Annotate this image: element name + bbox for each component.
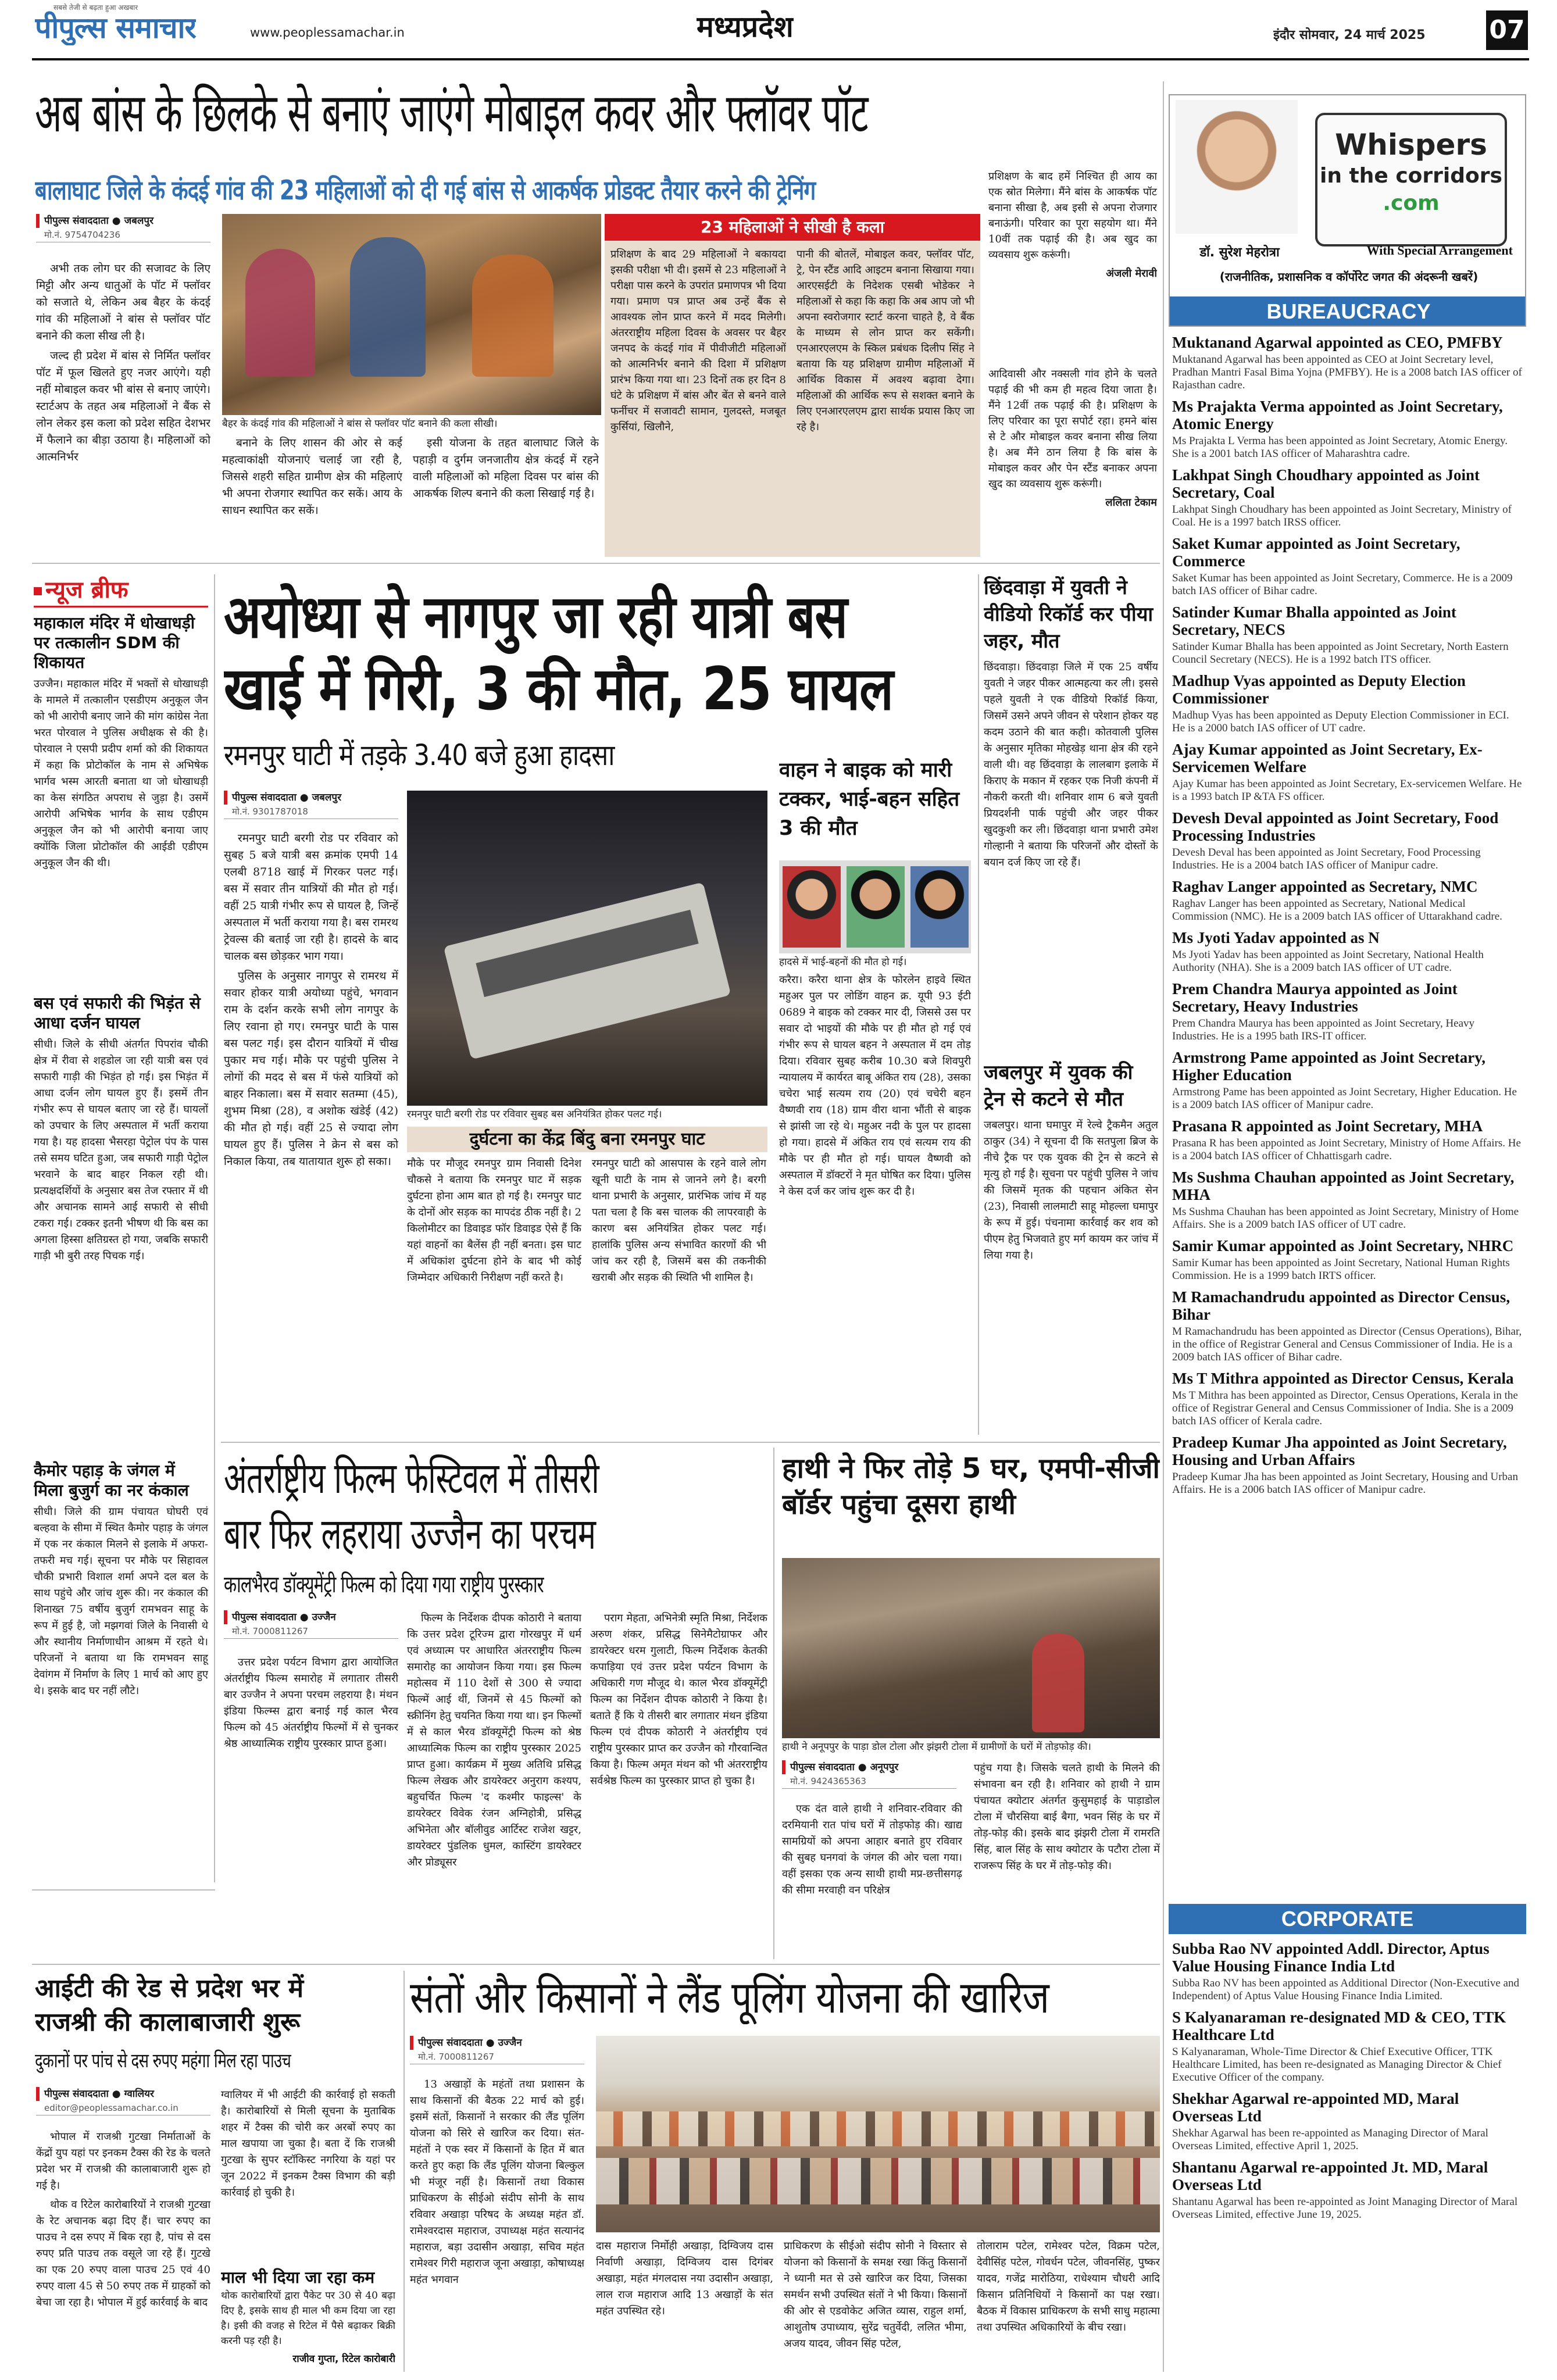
brief-title: बस एवं सफारी की भिड़ंत से आधा दर्जन घायल <box>34 994 201 1032</box>
jabalpur-body: जबलपुर। थाना घमापुर में रेल्वे ट्रैकमैन अतुल ठाकुर (34) ने सूचना दी कि सतपुला ब्रिज के नीचे ट्रैक पर एक युवक की ट्रेन से कटने से मृत्यु हो गई है। सूचना पर पहुंची पुलिस ने जांच की जिसमें मृतक की पहचान अंकित सेन (23), निवासी लालमाटी साहू मोहल्ला घमापुर के रूप में हुई। पंचनामा कार्रवाई कर शव को पीएम हेतु भिजवाते हुए मर्ग कायम कर जांच में लिया गया है। <box>984 1119 1158 1262</box>
land-byline <box>410 2036 584 2064</box>
gutkha-box-body: थोक कारोबारियों द्वारा पैकेट पर 30 से 40 बढ़ा दिए है, इसके साथ ही माल भी कम दिया जा रहा है। इसी की वजह से रिटेल में पैसे बढ़ाकर बिक्री करनी पड़ रही है। <box>221 2290 395 2347</box>
gutkha-box <box>221 2267 395 2373</box>
appointment-desc: Raghav Langer has been appointed as Secretary, National Medical Commission (NMC). He is a 2009 batch IAS officer of Uttarakhand cadre. <box>1172 898 1502 923</box>
land-photo <box>596 2036 1160 2232</box>
film-para: उत्तर प्रदेश पर्यटन विभाग द्वारा आयोजित अंतर्राष्ट्रीय फिल्म समारोह में लगातार तीसरी बार उज्जैन ने अपना परचम लहराया है। मंथन इंडिया फिल्म्स द्वारा बनाई गई काल भैरव फिल्म को 45 अंतर्राष्ट्रीय फिल्मों में से चुनकर श्रेष्ठ आध्यात्मिक राष्ट्रीय पुरस्कार प्राप्त हुआ। <box>224 1656 398 1750</box>
story1-photo <box>222 214 601 415</box>
appointment-title: M Ramachandrudu appointed as Director Census, Bihar <box>1172 1288 1510 1323</box>
appointment-desc: Ms T Mithra has been appointed as Director, Census Operations, Kerala in the office of Registrar General and Census Commissioner of India. She is a 2009 batch IAS officer of Kerala cadre. <box>1172 1389 1518 1427</box>
land-mobile: मो.नं. 7000811267 <box>410 2050 584 2064</box>
divider <box>221 1442 1160 1443</box>
gutkha-box-wrap <box>221 2288 395 2352</box>
bus-para: रमनपुर घाटी बरगी रोड पर रविवार को सुबह 5 बजे यात्री बस क्रमांक एमपी 14 एलबी 8718 खाई में गिरकर पलट गई। बस में सवार तीन यात्रियों की मौत हो गई। वहीं 25 यात्री गंभीर रूप से घायल है, जिन्हें अस्पताल में भर्ती कराया गया है। बस रामरथ ट्रेवल्स की बताई जा रही है। हादसे के बाद चालक बस छोड़कर भाग गया। <box>224 832 398 963</box>
film-byline-text: पीपुल्स संवाददाता ● उज्जैन <box>224 1610 398 1624</box>
story1-byline <box>36 214 210 242</box>
appointment-item <box>1172 466 1523 529</box>
jabalpur-body-wrap <box>984 1117 1158 1396</box>
bus-byline-text: पीपुल्स संवाददाता ● जबलपुर <box>224 791 398 805</box>
appointment-title: Raghav Langer appointed as Secretary, NMC <box>1172 878 1478 895</box>
appointment-title: Subba Rao NV appointed Addl. Director, Aptus Value Housing Finance India Ltd <box>1172 1940 1490 1975</box>
whispers-tagline: (राजनीतिक, प्रशासनिक व कॉर्पोरेट जगत की अंदरूनी खबरें) <box>1219 270 1479 284</box>
story1-box-col2 <box>797 246 974 549</box>
masthead-rule <box>32 58 1529 60</box>
bike-para: करैरा। करैरा थाना क्षेत्र के फोरलेन हाइवे स्थित महुअर पुल पर लोडिंग वाहन क्र. यूपी 93 ईटी 0689 ने बाइक को टक्कर मार दी, जिससे उस पर सवार दो भाइयों की मौके पर ही मौत हो गई एवं गंभीर रूप से घायल बहन ने अस्पताल में दम तोड़ दिया। रविवार सुबह करीब 10.30 बजे शिवपुरी न्यायालय में कार्यरत बाबू अंकित राय (28), उसका चचेरा भाई सत्यम राय (20) एवं चचेरी बहन वैष्णवी राय (18) ग्राम वीरा थाना भौंती से बाइक से झांसी जा रहे थे। महुअर नदी के पुल पर हादसा हो गया। हादसे में अंकित राय एवं सत्यम राय की मौके पर ही मौत हो गई। घायल वैष्णवी को अस्पताल में डॉक्टरों ने मृत घोषित कर दिया। पुलिस ने केस दर्ज कर जांच शुरू कर दी है। <box>779 974 971 1198</box>
whispers-logo <box>1315 113 1507 246</box>
story1-para: इसी योजना के तहत बालाघाट जिले के पहाड़ी व दुर्गम जनजातीय क्षेत्र कंदई में रहने वाली महिलाओं को महिला दिवस पर बांस की आकर्षक शिल्प बनाने की कला सिखाई गई है। <box>413 437 599 500</box>
appointment-title: Ms T Mithra appointed as Director Census, Kerala <box>1172 1370 1514 1387</box>
film-subhead <box>224 1570 767 1601</box>
divider <box>32 1889 215 1891</box>
film-subhead-text: कालभैरव डॉक्यूमेंट्री फिल्म को दिया गया राष्ट्रीय पुरस्कार <box>224 1571 544 1598</box>
appointment-item <box>1172 398 1523 460</box>
page-number: 07 <box>1486 10 1528 50</box>
corporate-list <box>1172 1940 1523 2370</box>
elephant-col1 <box>782 1801 962 1958</box>
film-col2 <box>407 1610 581 1957</box>
land-para: 13 अखाड़ों के महंतों तथा प्रशासन के साथ किसानों की बैठक 22 मार्च को हुई। इसमें संतों, किसानों ने सरकार की लैंड पूलिंग योजना को सिरे से खारिज कर दिया। संत-महंतों ने एक स्वर में किसानों के हित में बात करते हुए कहा कि लैंड पूलिंग योजना बिल्कुल भी मंजूर नहीं है। किसानों तथा विकास प्राधिकरण के सीईओ संदीप सोनी के साथ रविवार अखाड़ा परिषद के अध्यक्ष महंत डॉ. रामेश्वरदास महाराज, उपाध्यक्ष महंत सत्यानंद महाराज, बड़ा उदासीन अखाड़ा, सचिव महंत रामेश्वर गिरी महाराज जूना अखाड़ा, कोषाध्यक्ष महंत भगवान <box>410 2078 584 2286</box>
quote-text: प्रशिक्षण के बाद हमें निश्चित ही आय का एक स्रोत मिलेगा। मैंने बांस के आकर्षक पॉट बनाना सीखा है, अब इसी से अपना रोजगार बनाऊंगी। परिवार का पूरा सहयोग था। मैंने 10वीं तक पढ़ाई की है। अब खुद का व्यवसाय शुरू करूंगी। <box>988 170 1157 261</box>
bus-col1 <box>224 830 398 1435</box>
story1-box <box>605 214 980 557</box>
land-col1 <box>410 2077 584 2373</box>
logo-line2: in the corridors <box>1320 164 1502 188</box>
appointment-item <box>1172 535 1523 598</box>
elephant-byline <box>782 1760 956 1789</box>
appointment-title: Samir Kumar appointed as Joint Secretary, NHRC <box>1172 1237 1514 1255</box>
story1-mobile: मो.नं. 9754704236 <box>36 228 210 242</box>
story1-box-title: 23 महिलाओं ने सीखी है कला <box>605 214 980 241</box>
appointment-title: Shantanu Agarwal re-appointed Jt. MD, Maral Overseas Ltd <box>1172 2159 1488 2193</box>
appointment-title: Ajay Kumar appointed as Joint Secretary, Ex-Servicemen Welfare <box>1172 741 1483 776</box>
land-col2 <box>596 2238 773 2373</box>
appointment-item <box>1172 2090 1523 2153</box>
gutkha-box-name: राजीव गुप्ता, रिटेल कारोबारी <box>292 2353 395 2365</box>
section-title: मध्यप्रदेश <box>697 10 794 44</box>
news-brief-column <box>34 574 208 1882</box>
gutkha-box-title: माल भी दिया जा रहा कम <box>221 2268 375 2287</box>
chhindwara-body-wrap <box>984 659 1158 1043</box>
whispers-author: डॉ. सुरेश मेहरोत्रा <box>1199 245 1280 260</box>
bus-box-para: मौके पर मौजूद रमनपुर ग्राम निवासी दिनेश चौकसे ने बताया कि रमनपुर घाट में सड़क दुर्घटना होना आम बात हो गई है। रमनपुर घाट के दोनों ओर सड़क का मापदंड ठीक नहीं है। 2 किलोमीटर का डिवाइड फॉर डिवाइड ऐसे हैं कि यहां वाहनों का बैलेंस ही नहीं बनता। इस घाट में अधिकांश दुर्घटना होने के बाद भी कोई जिम्मेदार अधिकारी निरीक्षण नहीं करते है। <box>407 1157 581 1284</box>
appointment-item <box>1172 603 1523 666</box>
appointment-desc: Madhup Vyas has been appointed as Deputy Election Commissioner in ECI. He is a 2000 batch IAS officer of UT cadre. <box>1172 709 1509 734</box>
gutkha-col1 <box>36 2129 210 2373</box>
gutkha-subhead-text: दुकानों पर पांच से दस रुपए महंगा मिल रहा पाउच <box>35 2049 291 2072</box>
brief-title: महाकाल मंदिर में धोखाधड़ी पर तत्कालीन SDM की शिकायत <box>34 613 195 672</box>
appointment-desc: Devesh Deval has been appointed as Joint Secretary, Food Processing Industries. He is a 2004 batch IAS officer of Manipur cadre. <box>1172 846 1481 871</box>
elephant-headline-text: हाथी ने फिर तोड़े 5 घर, एमपी-सीजी बॉर्डर पहुंचा दूसरा हाथी <box>782 1452 1160 1521</box>
corporate-header: CORPORATE <box>1169 1904 1526 1934</box>
brief-body-wrap <box>34 676 208 985</box>
gutkha-byline-text: पीपुल्स संवाददाता ● ग्वालियर <box>36 2087 210 2101</box>
bus-box-col2 <box>592 1156 766 1435</box>
story1-para: अभी तक लोग घर की सजावट के लिए मिट्टी और अन्य धातुओं के पॉट में फ्लॉवर को सजाते थे, लेकिन अब बैहर के कंदई गांव की महिलाओं ने बांस से फ्लॉवर पॉट बनाने की कला सीख ली है। <box>36 262 210 342</box>
appointment-desc: Ajay Kumar has been appointed as Joint Secretary, Ex-servicemen Welfare. He is a 1993 batch IP &TA FS officer. <box>1172 778 1522 803</box>
appointment-item <box>1172 1049 1523 1112</box>
story1-para: जल्द ही प्रदेश में बांस से निर्मित फ्लॉवर पॉट में फूल खिलते हुए नजर आएंगे। यही नहीं मोबाइल कवर भी बांस से बनाए जाएंगे। स्टार्टअप के तहत अब महिलाओं ने बैंक से लोन लेकर इस कला को प्रदेश सहित देशभर में फैलाने का बीड़ा उठाया है। महिलाओं को आत्मनिर्भर <box>36 349 210 463</box>
film-headline <box>224 1450 767 1567</box>
brief-item <box>34 613 208 985</box>
bus-box <box>407 1127 767 1441</box>
bus-box-title: दुर्घटना का केंद्र बिंदु बना रमनपुर घाट <box>407 1127 767 1152</box>
elephant-col2 <box>974 1760 1160 1958</box>
land-col4 <box>977 2238 1160 2373</box>
divider <box>1163 81 1164 2372</box>
appointment-desc: Subba Rao NV has been appointed as Additional Director (Non-Executive and Independent) of Aptus Value Housing Finance India Limited. <box>1172 1977 1519 2002</box>
appointment-desc: M Ramachandrudu has been appointed as Director (Census Operations), Bihar, in the office of Registrar General and Census Commissioner of India. He is a 2009 batch IAS officer of Bihar cadre. <box>1172 1325 1522 1363</box>
gutkha-headline-l2: राजश्री की कालाबाजारी शुरू <box>35 2007 301 2037</box>
appointment-title: Armstrong Pame appointed as Joint Secretary, Higher Education <box>1172 1049 1485 1084</box>
appointment-desc: Samir Kumar has been appointed as Joint Secretary, National Human Rights Commission. He is a 1999 batch IRTS officer. <box>1172 1257 1510 1282</box>
brief-body: सीधी। जिले की ग्राम पंचायत घोघरी एवं बल्हवा के सीमा में स्थित कैमोर पहाड़ के जंगल में एक नर कंकाल मिलने से इलाके में अफरा-तफरी मच गई। सूचना पर मौके पर सिहावल चौकी प्रभारी विशाल शर्मा अपने दल बल के साथ पहुंचे और जांच शुरू की। नर कंकाल की शिनाख्त 75 वर्षीय बुजुर्ग रामभवन साहू के रूप में हुई है, जो मझगवां जिले के निवासी थे और स्थानीय निर्माणाधीन आश्रम में रहते थे। परिजनों ने बताया था कि रामभवन साहू देवांगम में निर्माण के लिए 1 मार्च को आए हुए थे। इसके बाद घर नहीं लौटे। <box>34 1506 208 1697</box>
divider <box>32 1964 1160 1965</box>
brief-body-wrap <box>34 1504 208 1876</box>
brief-body: उज्जैन। महाकाल मंदिर में भक्तों से धोखाधड़ी के मामले में तत्कालीन एसडीएम अनुकूल जैन को भी आरोपी बनाए जाने की मांग कांग्रेस नेता भरत पोरवाल ने पुलिस अधीक्षक से की है। पोरवाल ने एसपी प्रदीप शर्मा को की शिकायत में कहा कि प्रोटोकॉल के नाम से अभिषेक भार्गव भस्म आरती बनाता था जो धोखाधड़ी का केस संगठित अपराध से जुड़ा है। उसमें आरोपी अभिषेक भार्गव के साथ एडीएम अनुकूल जैन को भी आरोपी बनाया जाए क्योंकि जिला प्रोटोकॉल की आईडी एडीएम अनुकूल जैन की थी। <box>34 678 208 869</box>
bike-headline-text: वाहन ने बाइक को मारी टक्कर, भाई-बहन सहित 3 की मौत <box>779 759 960 840</box>
appointment-title: Ms Sushma Chauhan appointed as Joint Secretary, MHA <box>1172 1168 1515 1203</box>
appointment-item <box>1172 878 1523 923</box>
gutkha-subhead <box>35 2047 407 2075</box>
gutkha-byline <box>36 2087 210 2115</box>
gutkha-para: ग्वालियर में भी आईटी की कार्रवाई हो सकती है। कारोबारियों से मिली सूचना के मुताबिक शहर में टैक्स की चोरी कर अरबों रुपए का माल खपाया जा चुका है। बता दें कि राजश्री गुटखा के सुपर स्टॉकिस्ट नगरिया के यहां पर जून 2022 में इनकम टैक्स विभाग की बड़ी कार्रवाई हो चुकी है। <box>221 2089 395 2199</box>
story1-photo-caption: बैहर के कंदई गांव की महिलाओं ने बांस से फ्लॉवर पॉट बनाने की कला सीखी। <box>222 418 498 430</box>
appointment-item <box>1172 1117 1523 1163</box>
appointment-desc: S Kalyanaraman, Whole-Time Director & Chief Executive Officer, TTK Healthcare Limited, has been re-designated as Managing Director & Chief Executive Officer of the company. <box>1172 2046 1502 2084</box>
masthead <box>0 0 1557 63</box>
gutkha-para: भोपाल में राजश्री गुटखा निर्माताओं के केंद्रों युप यहां पर इनकम टैक्स की रेड के चलते प्रदेश भर में राजश्री की कालाबाजारी शुरू हो गई है। <box>36 2131 210 2192</box>
appointment-desc: Shekhar Agarwal has been re-appointed as Managing Director of Maral Overseas Limited, effective April 1, 2025. <box>1172 2127 1488 2152</box>
chhindwara-story <box>984 574 1158 1051</box>
story1-para: बनाने के लिए शासन की ओर से कई महत्वाकांक्षी योजनाएं चलाई जा रही है, जिससे शहरी सहित ग्रामीण क्षेत्र की महिलाएं भी अपना रोजगार स्थापित कर सकें। आय के साधन स्थापित कर सकें। <box>222 437 402 517</box>
appointment-item <box>1172 1288 1523 1364</box>
appointment-desc: Lakhpat Singh Choudhary has been appointed as Joint Secretary, Ministry of Coal. He is a 1997 batch IRSS officer. <box>1172 503 1512 528</box>
story1-byline-text: पीपुल्स संवाददाता ● जबलपुर <box>36 214 210 228</box>
appointment-title: Satinder Kumar Bhalla appointed as Joint Secretary, NECS <box>1172 603 1456 638</box>
crowd-row <box>596 2158 1160 2204</box>
film-byline <box>224 1610 398 1639</box>
film-para: पराग मेहता, अभिनेत्री स्मृति मिश्रा, निर्देशक अरुण शंकर, प्रसिद्ध सिनेमैटोग्राफर और डायरेक्टर धरम गुलाटी, फिल्म निर्देशक केतकी कपाड़िया एवं उत्तर प्रदेश पर्यटन विभाग के अधिकारी गण मौजूद थे। काल भैरव डॉक्यूमेंट्री फिल्म का निर्देशन दीपक कोठारी ने किया है। बताते हैं कि ये तीसरी बार लगातार मंथन इंडिया फिल्म एवं दीपक कोठारी ने अंतर्राष्ट्रीय एवं राष्ट्रीय पुरस्कार प्राप्त कर उज्जैन को गौरवान्वित किया है। फिल्म अमृत मंथन को भी अंतरराष्ट्रीय सर्वश्रेष्ठ फिल्म का पुरस्कार प्राप्त हो चुका है। <box>590 1612 767 1787</box>
appointment-item <box>1172 809 1523 872</box>
land-para: तोलाराम पटेल, रामेश्वर पटेल, विक्रम पटेल, देवीसिंह पटेल, गोवर्धन पटेल, जीवनसिंह, पुष्कर यादव, गजेंद्र मारोठिया, राधेश्याम चौधरी आदि किसान प्रतिनिधियों ने किसानों का पक्ष रखा। बैठक में विकास प्राधिकरण के सभी साधु महात्मा तथा उपस्थित अधिकारियों के बीच रखा। <box>977 2240 1160 2333</box>
bus-para: पुलिस के अनुसार नागपुर से रामरथ में सवार होकर यात्री अयोध्या पहुंचे, भगवान राम के दर्शन करके सभी लोग नागपुर के लिए रवाना हो गए। रमनपुर घाटी के पास बस पलट गई। इस दौरान यात्रियों में चीख पुकार मच गई। मौके पर पहुंची पुलिस ने लोगों की मदद से बस में फंसे यात्रियों को बाहर निकाला। बस में सवार सतम्मा (45), शुभम मिश्रा (28), व अशोक खंडेई (42) की मौत हो गई। वहीं 25 से ज्यादा लोग घायल हुए हैं। पुलिस ने क्रेन से बस को निकाल किया, तब यातायात शुरू हो सका। <box>224 970 398 1168</box>
appointment-item <box>1172 1434 1523 1496</box>
appointment-title: Ms Prajakta Verma appointed as Joint Secretary, Atomic Energy <box>1172 398 1503 433</box>
story1-col2 <box>222 435 402 551</box>
appointment-title: Madhup Vyas appointed as Deputy Election Commissioner <box>1172 672 1466 707</box>
story1-headline <box>35 81 1151 145</box>
appointment-desc: Shantanu Agarwal has been re-appointed as Joint Managing Director of Maral Overseas Limited, effective June 19, 2025. <box>1172 2196 1518 2221</box>
appointment-desc: Saket Kumar has been appointed as Joint Secretary, Commerce. He is a 2009 batch IAS officer of Bihar cadre. <box>1172 572 1513 597</box>
bus-headline-l1: अयोध्या से नागपुर जा रही यात्री बस <box>224 583 848 652</box>
logo-line1: Whispers <box>1335 128 1487 162</box>
quote-text: आदिवासी और नक्सली गांव होने के चलते पढ़ाई की भी कम ही महत्व दिया जाता है। मैंने 12वीं तक पढ़ाई की है। प्रशिक्षण के लिए परिवार का पूरा सपोर्ट रहा। हमने बांस से टे और मोबाइल कवर बनाना सीख लिया है। अब मैंने ठान लिया है कि बांस के मोबाइल कवर और पेन स्टैंड बनाकर अपना खुद का व्यवसाय शुरू करूंगी। <box>988 368 1157 490</box>
brief-body: सीधी। जिले के सीधी अंतर्गत पिपरांव चौकी क्षेत्र में रीवा से शहडोल जा रही यात्री बस एवं सफारी गाड़ी की भिड़ंत हो गई। इस भिड़ंत में आधा दर्जन लोग घायल हुए हैं। इसमें तीन गंभीर रूप से घायल बताए जा रहे हैं। घायलों को उपचार के लिए अस्पताल में भर्ती कराया गया है। यह हादसा भैसरहा पेट्रोल पंप के पास तसे समय घटित हुआ, जब सफारी गाड़ी पेट्रोल भरवाने के बाद बाहर निकल रही थी। प्रत्यक्षदर्शियों के अनुसार बस तेज रफ्तार में थी और अचानक सामने आई सफारी से सीधी टकरा गई। टक्कर इतनी भीषण थी कि बस का अगला हिस्सा क्षतिग्रस्त हो गया, जबकि सफारी गाड़ी भी बुरी तरह पिचक गई। <box>34 1038 208 1262</box>
photo-figure <box>1032 1634 1084 1732</box>
bureaucracy-list <box>1172 334 1523 1991</box>
bus-subhead-text: रमनपुर घाटी में तड़के 3.40 बजे हुआ हादसा <box>224 738 615 772</box>
crowd-row <box>596 2111 1160 2146</box>
appointment-item <box>1172 980 1523 1043</box>
film-col1 <box>224 1654 398 1957</box>
appointment-title: Ms Jyoti Yadav appointed as N <box>1172 929 1380 946</box>
divider <box>978 574 979 1435</box>
jabalpur-headline: जबलपुर में युवक की ट्रेन से कटने से मौत <box>984 1061 1133 1111</box>
appointment-item <box>1172 2009 1523 2084</box>
appointment-desc: Prem Chandra Maurya has been appointed as Joint Secretary, Heavy Industries. He is a 1995 bath IRS-IT officer. <box>1172 1017 1475 1042</box>
appointment-title: Lakhpat Singh Choudhary appointed as Joint Secretary, Coal <box>1172 466 1480 501</box>
land-byline-text: पीपुल्स संवाददाता ● उज्जैन <box>410 2036 584 2050</box>
film-headline-l2: बार फिर लहराया उज्जैन का परचम <box>224 1509 596 1559</box>
bus-byline <box>224 791 398 819</box>
appointment-desc: Muktanand Agarwal has been appointed as CEO at Joint Secretary level, Pradhan Mantri Fasal Bima Yojna (PMFBY). He is a 2008 batch IAS officer of Rajasthan cadre. <box>1172 353 1522 391</box>
bike-photo <box>779 860 971 953</box>
bureaucracy-header: BUREAUCRACY <box>1170 296 1526 327</box>
logo-line3: .com <box>1383 191 1440 215</box>
story1-col3 <box>413 435 599 551</box>
elephant-para: एक दंत वाले हाथी ने शनिवार-रविवार की दरमियानी रात पांच घरों में तोड़फोड़ की। खाद्य सामग्रियों को अपना आहार बनाते हुए रविवार की सुबह घनगवां के जंगल की ओर चला गया। वहीं इसका एक अन्य साथी हाथी मप्र-छत्तीसगढ़ की सीमा मरवाही वन परिक्षेत्र <box>782 1803 962 1896</box>
appointment-item <box>1172 2159 1523 2221</box>
chhindwara-body: छिंदवाड़ा। छिंदवाड़ा जिले में एक 25 वर्षीय युवती ने जहर पीकर आत्महत्या कर ली। इससे पहले युवती ने एक वीडियो रिकॉर्ड किया, जिसमें उसने अपने जीवन से परेशान होकर यह कदम उठाने की बात कही। कोतवाली पुलिस के अनुसार मृतिका मोहखेड़ थाना क्षेत्र की रहने वाली थी। वह छिंदवाड़ा के लालबाग इलाके में किराए के मकान में रहकर एक निजी कंपनी में नौकरी करती थी। शनिवार शाम 6 बजे युवती प्रियदर्शनी पार्क पहुंची और जहर पीकर खुदकुशी कर ली। छिंदवाड़ा थाना प्रभारी उमेश गोल्हानी ने बताया कि परिजनों और दोस्तों के बयान दर्ज किए जा रहे हैं। <box>984 661 1158 869</box>
appointment-desc: Ms Sushma Chauhan has been appointed as Joint Secretary, Ministry of Home Affairs. She is a 2009 batch IAS officer of UT cadre. <box>1172 1206 1519 1231</box>
elephant-photo <box>782 1558 1160 1738</box>
news-brief-label <box>34 574 208 607</box>
chhindwara-headline: छिंदवाड़ा में युवती ने वीडियो रिकॉर्ड कर पीया जहर, मौत <box>984 576 1154 653</box>
appointment-title: Prasana R appointed as Joint Secretary, MHA <box>1172 1117 1483 1135</box>
bus-subhead <box>224 737 759 774</box>
bus-box-col1 <box>407 1156 581 1435</box>
elephant-headline <box>782 1450 1160 1555</box>
masthead-tagline: सबसे तेजी से बढ़ता हुआ अखबार <box>53 3 138 12</box>
land-para: प्राधिकरण के सीईओ संदीप सोनी ने विस्तार से योजना को किसानों के समक्ष रखा किंतु किसानों ने ध्यानी मत से उसे खारिज कर दिया, जिसका समर्थन सभी उपस्थित संतों ने भी किया। किसानों की ओर से एडवोकेट अजित व्यास, राहुल शर्मा, आशुतोष उपाध्याय, सुरेंद्र चतुर्वेदी, ललित भीमा, अजय यादव, जीवन सिंह पटेल, <box>784 2240 967 2350</box>
red-square-icon <box>34 587 42 595</box>
divider <box>32 563 1160 564</box>
story1-box-para: पानी की बोतलें, मोबाइल कवर, फ्लॉवर पॉट, ट्रे, पेन स्टैंड आदि आइटम बनाना सिखाया गया। आरएसईटी के निदेशक एसबी भोडेकर ने महिलाओं से कहा कि कहा कि अब आप जो भी अपना स्वरोजगार स्टार्ट करना चाहते है, वे बैंक के माध्यम से लोन प्राप्त कर सकेंगी। एनआरएलएम के स्किल प्रबंधक दिलीप सिंह ने बताया कि यह प्रशिक्षण ग्रामीण महिलाओं में आर्थिक विकास में अवश्य बढ़ावा देगा। महिलाओं की आर्थिक रूप से सशक्त बनाने के लिए एनआरएलएम द्वारा सार्थक प्रयास किए जा रहे है। <box>797 248 974 433</box>
appointment-desc: Satinder Kumar Bhalla has been appointed as Joint Secretary, North Eastern Council Secretary (NECS). He is a 1992 batch ITS officer. <box>1172 641 1509 666</box>
story1-subhead-text: बालाघाट जिले के कंदई गांव की 23 महिलाओं को दी गई बांस से आकर्षक प्रोडक्ट तैयार करने की ट्रेनिंग <box>35 174 816 206</box>
elephant-photo-caption: हाथी ने अनूपपुर के पाड़ा डोल टोला और झंझरी टोला में ग्रामीणों के घरों में तोड़फोड़ की। <box>782 1741 1091 1753</box>
story1-box-para: प्रशिक्षण के बाद 29 महिलाओं ने बकायदा इसकी परीक्षा भी दी। इसमें से 23 महिलाओं ने परीक्षा पास करने के उपरांत प्रमाणपत्र भी दिया गया। प्रमाण पत्र प्राप्त अब उन्हें बैंक से आवश्यक लोन प्राप्त करने में मदद मिलेगी। अंतरराष्ट्रीय महिला दिवस के अवसर पर बैहर जनपद के कंदई गांव में पीवीजीटी महिलाओं को आत्मनिर्भर बनाने की दिशा में प्रशिक्षण प्रारंभ किया गया था। 23 दिनों तक हर दिन 8 घंटे के प्रशिक्षण में बांस और बेंत से बनने वाले फर्नीचर में सजावटी सामान, गुलदस्ते, मजबूत कुर्सियां, खिलौने, <box>610 248 786 433</box>
bus-box-para: रमनपुर घाटी को आसपास के रहने वाले लोग खूनी घाटी के नाम से जानने लगे है। बरगी थाना प्रभारी के अनुसार, प्रारंभिक जांच में यह पता चला है कि बस चालक की लापरवाही के कारण बस अनियंत्रित होकर पलट गई। हालांकि पुलिस अन्य संभावित कारणों की भी जांच कर रही है, जिसमें बस की तकनीकी खराबी और सड़क की स्थिति भी शामिल है। <box>592 1157 766 1284</box>
dateline: इंदौर सोमवार, 24 मार्च 2025 <box>1273 28 1426 42</box>
news-brief-label-text: न्यूज ब्रीफ <box>45 577 128 603</box>
appointment-desc: Pradeep Kumar Jha has been appointed as Joint Secretary, Housing and Urban Affairs. He is a 2006 batch IAS officer of Manipur cadre. <box>1172 1471 1518 1496</box>
appointment-title: S Kalyanaraman re-designated MD & CEO, TTK Healthcare Ltd <box>1172 2009 1506 2043</box>
land-col3 <box>784 2238 967 2373</box>
divider <box>214 574 215 1882</box>
story1-box-col1 <box>610 246 786 549</box>
whispers-credit: With Special Arrangement <box>1366 243 1513 258</box>
divider <box>773 1448 774 1959</box>
story1-headline-text: अब बांस के छिलके से बनाएं जाएंगे मोबाइल कवर और फ्लॉवर पॉट <box>35 82 868 144</box>
appointment-title: Devesh Deval appointed as Joint Secretary, Food Processing Industries <box>1172 809 1499 844</box>
quote-1 <box>988 169 1157 360</box>
appointment-title: Shekhar Agarwal re-appointed MD, Maral Overseas Ltd <box>1172 2090 1459 2125</box>
bike-body <box>779 972 971 1437</box>
whispers-column <box>1169 94 1526 2373</box>
elephant-mobile: मो.नं. 9424365363 <box>782 1774 956 1789</box>
appointment-title: Prem Chandra Maurya appointed as Joint Secretary, Heavy Industries <box>1172 980 1458 1015</box>
bus-mobile: मो.नं. 9301787018 <box>224 805 398 819</box>
appointment-item <box>1172 929 1523 974</box>
appointment-item <box>1172 741 1523 803</box>
author-photo <box>1176 100 1298 234</box>
appointment-title: Muktanand Agarwal appointed as CEO, PMFBY <box>1172 334 1503 351</box>
whispers-header-box <box>1169 94 1526 327</box>
appointment-item <box>1172 1237 1523 1282</box>
gutkha-col2 <box>221 2087 395 2261</box>
story1-quotes <box>988 169 1157 558</box>
story1-col1 <box>36 260 210 551</box>
appointment-title: Saket Kumar appointed as Joint Secretary, Commerce <box>1172 535 1460 570</box>
photo-figure <box>472 255 553 377</box>
divider <box>403 1971 405 2372</box>
story1-subhead <box>35 173 994 208</box>
bus-photo-caption: रमनपुर घाटी बरगी रोड पर रविवार सुबह बस अनियंत्रित होकर पलट गई। <box>407 1109 662 1120</box>
brief-body-wrap <box>34 1037 208 1443</box>
land-headline <box>410 1972 1160 2024</box>
portrait <box>910 866 969 948</box>
brief-item <box>34 994 208 1453</box>
gutkha-headline-l1: आईटी की रेड से प्रदेश भर में <box>35 1974 304 2003</box>
film-mobile: मो.नं. 7000811267 <box>224 1624 398 1639</box>
brief-item <box>34 1461 208 1879</box>
appointment-item <box>1172 1168 1523 1231</box>
portrait <box>783 866 841 948</box>
land-headline-text: संतों और किसानों ने लैंड पूलिंग योजना की खारिज <box>410 1972 1049 2023</box>
quote-name: ललिता टेकाम <box>1105 496 1157 509</box>
appointment-item <box>1172 1370 1523 1428</box>
film-para: फिल्म के निर्देशक दीपक कोठारी ने बताया कि उत्तर प्रदेश टूरिज्म द्वारा गोरखपुर में धर्म एवं अध्यात्म पर आधारित अंतरराष्ट्रीय फिल्म समारोह का आयोजन किया गया। इस फिल्म महोत्सव में 110 देशों से 300 से ज्यादा फिल्में आई थीं, जिनमें से 45 फिल्मों को स्क्रीनिंग हेतु चयनित किया गया था। इन फिल्मों में से काल भैरव डॉक्यूमेंट्री फिल्म को श्रेष्ठ आध्यात्मिक फिल्म का राष्ट्रीय पुरस्कार 2025 प्राप्त हुआ। कार्यक्रम में मुख्य अतिथि प्रसिद्ध फिल्म लेखक और डायरेक्टर अनुराग कश्यप, बहुचर्चित फिल्म 'द कश्मीर फाइल्स' के डायरेक्टर विवेक रंजन अग्निहोत्री, प्रसिद्ध अभिनेता और बॉलीवुड आर्टिस्ट राजेश खट्टर, डायरेक्टर पुंडलिक धुमल, कास्टिंग डायरेक्टर और प्रोड्यूसर <box>407 1612 581 1868</box>
film-headline-l1: अंतर्राष्ट्रीय फिल्म फेस्टिवल में तीसरी <box>224 1453 599 1503</box>
gutkha-para: थोक व रिटेल कारोबारियों ने राजश्री गुटखा के रेट अचानक बढ़ा दिए हैं। चार रुपए का पाउच ने दस रुपए में बिक रहा है, पांच से दस रुपए प्रति पाउच तक वसूले जा रहे हैं। गुटखे का एक 20 रुपए वाला पाउच 25 एवं 40 रुपए वाला 45 से 50 रुपए तक में ग्राहकों को बेचा जा रहा है। भोपाल में हुई कार्रवाई के बाद <box>36 2199 210 2308</box>
appointment-item <box>1172 672 1523 735</box>
gutkha-email[interactable]: editor@peoplessamachar.co.in <box>36 2101 210 2115</box>
appointment-item <box>1172 334 1523 392</box>
website-link[interactable]: www.peoplessamachar.in <box>250 26 405 40</box>
photo-figure <box>245 249 315 377</box>
portrait <box>847 866 905 948</box>
elephant-para: पहुंच गया है। जिसके चलते हाथी के मिलने की संभावना बन रही है। शनिवार को हाथी ने ग्राम पंचायत क्योटार अंतर्गत कुसुमहाई के पाड़ाडोल टोला में चौरसिया बाई बैगा, भवन सिंह के घर में तोड़-फोड़ की। इसके बाद झंझरी टोला में रामरति सिंह, बाल सिंह के साथ क्योटार के पटौरा टोला में राजरूप सिंह के घर में तोड़-फोड़ की। <box>974 1762 1160 1872</box>
bus-photo <box>407 791 767 1106</box>
jabalpur-story <box>984 1059 1158 1437</box>
bike-headline <box>779 756 971 855</box>
appointment-desc: Ms Prajakta L Verma has been appointed as Joint Secretary, Atomic Energy. She is a 2001 batch IAS officer of Maharashtra cadre. <box>1172 435 1508 460</box>
bus-headline-l2: खाई में गिरी, 3 की मौत, 25 घायल <box>224 655 894 724</box>
appointment-title: Pradeep Kumar Jha appointed as Joint Secretary, Housing and Urban Affairs <box>1172 1434 1507 1468</box>
appointment-desc: Armstrong Pame has been appointed as Joint Secretary, Higher Education. He is a 2009 batch IAS officer of Manipur cadre. <box>1172 1086 1517 1111</box>
appointment-desc: Ms Jyoti Yadav has been appointed as Joint Secretary, National Health Authority (NHA). She is a 2009 batch IAS officer of UT cadre. <box>1172 949 1484 974</box>
brief-title: कैमोर पहाड़ के जंगल में मिला बुजुर्ग का नर कंकाल <box>34 1461 189 1500</box>
quote-2 <box>988 366 1157 558</box>
film-col3 <box>590 1610 767 1957</box>
land-para: दास महाराज निर्मोही अखाड़ा, दिग्विजय दास निर्वाणी अखाड़ा, दिग्विजय दास दिगंबर अखाड़ा, महंत मंगलदास नया उदासीन अखाड़ा, लाल राज महाराज आदि 13 अखाड़ों के संत महंत उपस्थित रहे। <box>596 2240 773 2317</box>
photo-figure <box>350 237 426 377</box>
appointment-desc: Prasana R has been appointed as Joint Secretary, Ministry of Home Affairs. He is a 2004 batch IAS officer of Chhattisgarh cadre. <box>1172 1137 1521 1162</box>
bike-photo-caption: हादसे में भाई-बहनों की मौत हो गई। <box>779 956 907 968</box>
quote-name: अंजली मेरावी <box>1106 267 1157 280</box>
bus-headline <box>224 581 974 732</box>
elephant-byline-text: पीपुल्स संवाददाता ● अनूपपुर <box>782 1760 956 1774</box>
appointment-item <box>1172 1940 1523 2003</box>
brand-logo: पीपुल्स समाचार <box>35 11 196 45</box>
